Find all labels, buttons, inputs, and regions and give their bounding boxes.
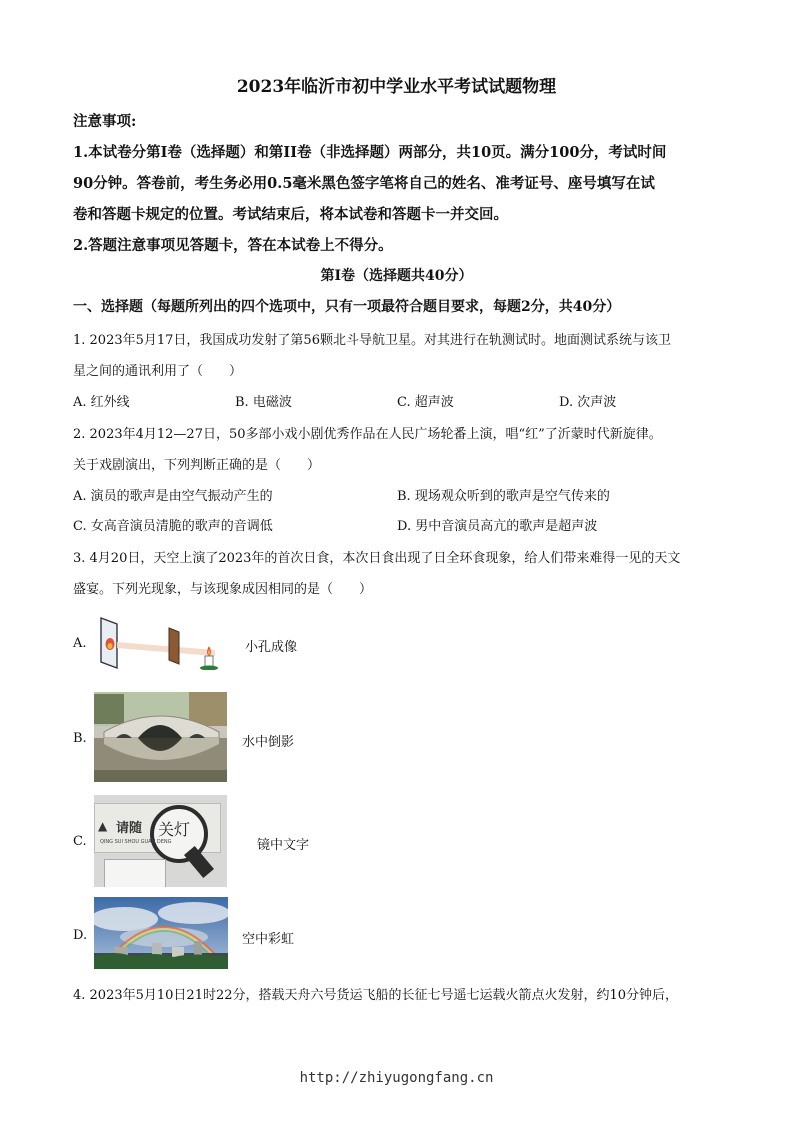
section-heading: 一、选择题（每题所列出的四个选项中，只有一项最符合题目要求，每题2分，共40分） — [73, 299, 621, 315]
q3-option-b-letter: B. — [73, 731, 87, 746]
q3-option-b-text: 水中倒影 — [242, 735, 295, 750]
notice-line-1: 1.本试卷分第I卷（选择题）和第II卷（非选择题）两部分，共10页。满分100分，考试时间 — [73, 144, 667, 161]
q2-option-d: D. 男中音演员高亢的歌声是超声波 — [397, 519, 598, 534]
rainbow-photo — [94, 897, 228, 969]
q2-stem-line-1: 2. 2023年4月12—27日，50多部小戏小剧优秀作品在人民广场轮番上演，唱“红”了沂蒙时代新旋律。 — [73, 427, 662, 442]
notice-line-3: 卷和答题卡规定的位置。考试结束后，将本试卷和答题卡一并交回。 — [73, 206, 508, 223]
q3-option-a-text: 小孔成像 — [245, 640, 298, 655]
q2-option-c: C. 女高音演员清脆的歌声的音调低 — [73, 519, 273, 534]
q1-option-b: B. 电磁波 — [235, 395, 292, 410]
notice-line-2: 90分钟。答卷前，考生务必用0.5毫米黑色签字笔将自己的姓名、准考证号、座号填写在试 — [73, 175, 655, 192]
q3-stem-line-1: 3. 4月20日，天空上演了2023年的首次日食，本次日食出现了日全环食现象，给人们带来难得一见的天文 — [73, 551, 681, 566]
mirror-text-photo: ▲ 请随 关灯 QING SUI SHOU GUAN DENG — [94, 795, 227, 887]
q2-option-b: B. 现场观众听到的歌声是空气传来的 — [397, 489, 610, 504]
q3-option-a-letter: A. — [73, 636, 87, 651]
q3-option-d-text: 空中彩虹 — [242, 932, 295, 947]
q3-option-c-text: 镜中文字 — [257, 838, 310, 853]
sign-text-2: 关灯 — [158, 820, 191, 839]
q2-option-a: A. 演员的歌声是由空气振动产生的 — [73, 489, 273, 504]
q3-option-c-letter: C. — [73, 834, 87, 849]
pinhole-camera-figure — [97, 612, 232, 670]
q2-stem-line-2: 关于戏剧演出，下列判断正确的是（ ） — [73, 458, 321, 473]
page-title: 2023年临沂市初中学业水平考试试题物理 — [236, 77, 557, 97]
q1-option-c: C. 超声波 — [397, 395, 454, 410]
footer-url: http://zhiyugongfang.cn — [299, 1070, 494, 1086]
q3-stem-line-2: 盛宴。下列光现象，与该现象成因相同的是（ ） — [73, 582, 373, 597]
sign-text-1: 请随 — [116, 821, 143, 836]
q1-option-d: D. 次声波 — [559, 395, 617, 410]
q1-option-a: A. 红外线 — [73, 395, 130, 410]
sign-text-3: QING SUI SHOU GUAN DENG — [100, 839, 172, 845]
q1-stem-line-2: 星之间的通讯利用了（ ） — [73, 364, 243, 379]
q3-option-d-letter: D. — [73, 928, 88, 943]
q4-stem-line-1: 4. 2023年5月10日21时22分，搭载天舟六号货运飞船的长征七号遥七运载火箭点火发射，约10分钟后， — [73, 988, 679, 1003]
notice-heading: 注意事项: — [73, 113, 137, 130]
q1-stem-line-1: 1. 2023年5月17日，我国成功发射了第56颗北斗导航卫星。对其进行在轨测试时。地面测试系统与该卫 — [73, 333, 671, 348]
notice-line-4: 2.答题注意事项见答题卡，答在本试卷上不得分。 — [73, 237, 393, 254]
bridge-reflection-photo — [94, 692, 227, 782]
section-title: 第I卷（选择题共40分） — [320, 268, 473, 284]
